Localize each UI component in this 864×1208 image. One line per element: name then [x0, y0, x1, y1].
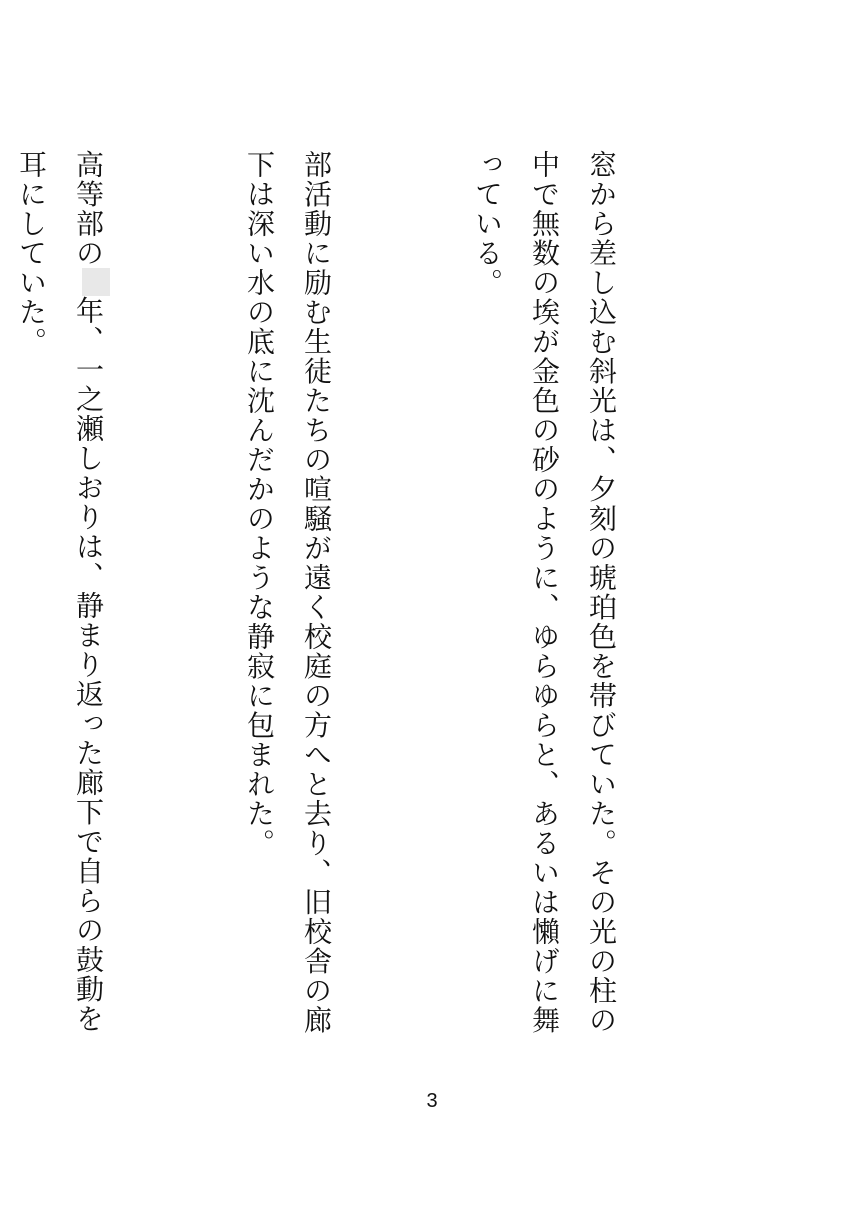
paragraph-2: 部活動に励む生徒たちの喧騒が遠く校庭の方へと去り、旧校舎の廊下は深い水の底に沈んだかのような静寂に包まれた。	[243, 150, 333, 1035]
paragraph-3-before: 高等部の	[72, 150, 105, 268]
paragraph-3	[3, 150, 117, 1050]
paragraph-3-after: 年、一之瀬しおりは、静まり返った廊下で自らの鼓動を耳にしていた。	[15, 150, 105, 1034]
page-number: 3	[426, 1090, 438, 1112]
paragraph-1: 窓から差し込む斜光は、夕刻の琥珀色を帯びていた。その光の柱の中で無数の埃が金色の砂のように、ゆらゆらと、あるいは懶げに舞っている。	[471, 150, 618, 1035]
vertical-body-text	[0, 150, 744, 1050]
redaction-box	[82, 268, 110, 296]
